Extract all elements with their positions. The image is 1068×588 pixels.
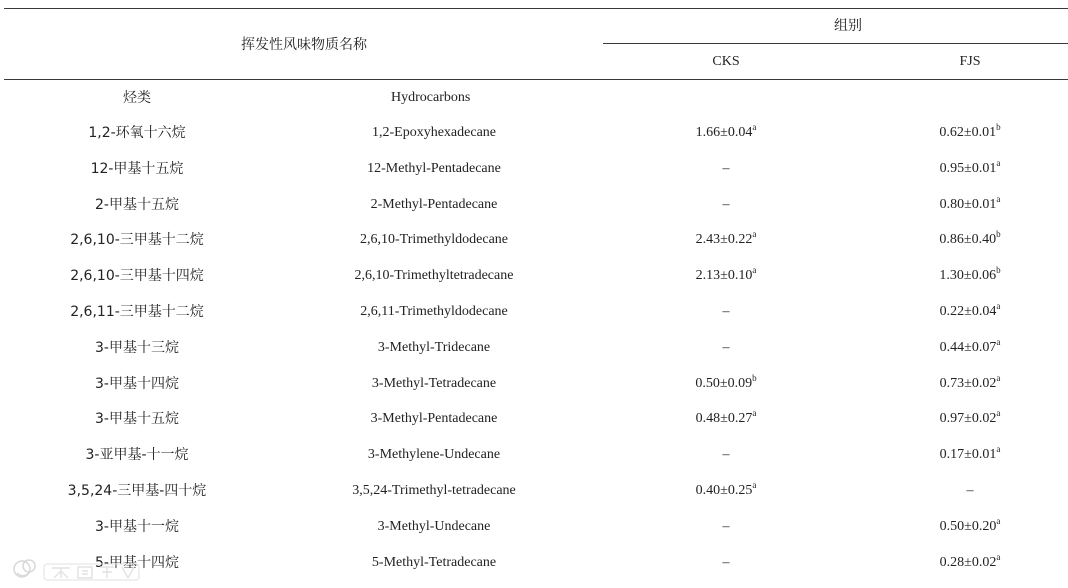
fjs-value — [940, 446, 1001, 464]
cks-value — [696, 231, 757, 249]
fjs-value-text: 1.30±0.06 — [939, 268, 997, 283]
compound-name-zh — [91, 160, 184, 178]
compound-name-en — [378, 518, 491, 536]
compound-name-en-text: 12-Methyl-Pentadecane — [367, 161, 501, 176]
fjs-value-text: 0.95±0.01 — [939, 161, 997, 176]
compound-name-zh-text: 3-亚甲基-十一烷 — [85, 447, 189, 463]
compound-name-zh — [70, 267, 204, 285]
compound-name-en — [352, 482, 516, 500]
fjs-value-significance: a — [996, 158, 1001, 168]
name-column-header: 挥发性风味物质名称 — [241, 37, 367, 53]
fjs-value — [940, 410, 1001, 428]
group-header: 组别 — [834, 18, 862, 34]
cks-value-significance: a — [752, 265, 757, 275]
cks-value-text: 0.50±0.09 — [695, 376, 753, 391]
cks-value — [723, 160, 730, 178]
fjs-value — [940, 196, 1001, 214]
cks-value-text: – — [722, 340, 730, 355]
cks-value-text: 0.40±0.25 — [695, 483, 753, 498]
fjs-value-significance: b — [996, 122, 1001, 132]
compound-name-zh — [68, 482, 207, 500]
cks-value — [723, 446, 730, 464]
fjs-value-significance: b — [996, 265, 1001, 275]
fjs-value-text: 0.73±0.02 — [939, 376, 997, 391]
compound-name-zh — [70, 231, 204, 249]
cks-value — [723, 518, 730, 536]
table-top-rule — [4, 8, 1068, 9]
header-bottom-rule — [4, 79, 1068, 80]
cks-value-text: – — [722, 161, 730, 176]
fjs-value-text: 0.97±0.02 — [939, 411, 997, 426]
compound-name-zh — [95, 410, 179, 428]
compound-name-zh-text: 2,6,10-三甲基十四烷 — [70, 268, 204, 284]
fjs-value-significance: b — [996, 229, 1001, 239]
compound-name-zh-text: 3-甲基十五烷 — [95, 411, 179, 427]
fjs-value-text: 0.86±0.40 — [939, 232, 997, 247]
compound-name-zh — [95, 339, 179, 357]
fjs-value — [940, 518, 1001, 536]
compound-name-zh-text: 5-甲基十四烷 — [95, 555, 179, 571]
compound-name-en-text: 3-Methyl-Pentadecane — [370, 411, 498, 426]
fjs-value-significance: a — [996, 552, 1001, 562]
fjs-value-significance: a — [996, 408, 1001, 418]
cks-value-text: 2.43±0.22 — [695, 232, 753, 247]
fjs-value — [940, 554, 1001, 572]
compound-name-en — [368, 446, 500, 464]
cks-value-text: – — [722, 197, 730, 212]
cks-value — [723, 303, 730, 321]
cks-value-text: 1.66±0.04 — [695, 125, 753, 140]
cks-value-significance: a — [752, 229, 757, 239]
compound-name-zh-text: 12-甲基十五烷 — [90, 161, 184, 177]
fjs-column-header: FJS — [959, 54, 981, 69]
fjs-value — [939, 267, 1000, 285]
fjs-value — [940, 339, 1001, 357]
category-label-en: Hydrocarbons — [391, 90, 471, 105]
compound-name-zh — [95, 375, 179, 393]
compound-name-zh — [70, 303, 204, 321]
cks-value-text: – — [722, 555, 730, 570]
fjs-value — [940, 375, 1001, 393]
cks-value-significance: a — [752, 480, 757, 490]
fjs-value-text: 0.22±0.04 — [939, 304, 997, 319]
compound-name-zh-text: 2-甲基十五烷 — [95, 197, 179, 213]
compound-name-zh — [85, 446, 188, 464]
cks-value-text: 0.48±0.27 — [695, 411, 753, 426]
compound-name-zh — [88, 124, 185, 142]
compound-name-zh-text: 2,6,10-三甲基十二烷 — [70, 232, 204, 248]
compound-name-en — [360, 231, 508, 249]
compound-name-zh-text: 3,5,24-三甲基-四十烷 — [67, 483, 207, 499]
fjs-value — [967, 482, 974, 500]
category-label-zh: 烃类 — [123, 90, 151, 106]
compound-name-en-text: 3,5,24-Trimethyl-tetradecane — [352, 483, 516, 498]
fjs-value-significance: a — [996, 194, 1001, 204]
compound-name-zh-text: 2,6,11-三甲基十二烷 — [70, 304, 204, 320]
cks-value — [695, 375, 756, 393]
compound-name-en-text: 1,2-Epoxyhexadecane — [372, 125, 496, 140]
compound-name-en-text: 2,6,10-Trimethyltetradecane — [354, 268, 514, 283]
fjs-value-text: 0.17±0.01 — [939, 447, 997, 462]
compound-name-en-text: 3-Methyl-Tridecane — [377, 340, 491, 355]
group-header-rule — [603, 43, 1068, 44]
cks-value — [723, 196, 730, 214]
fjs-value-text: – — [966, 483, 974, 498]
cks-value — [696, 482, 757, 500]
compound-name-en-text: 5-Methyl-Tetradecane — [371, 555, 497, 570]
fjs-value — [940, 303, 1001, 321]
fjs-value-text: 0.80±0.01 — [939, 197, 997, 212]
fjs-value — [939, 124, 1000, 142]
compound-name-en-text: 2-Methyl-Pentadecane — [370, 197, 498, 212]
fjs-value — [939, 231, 1000, 249]
cks-value — [696, 124, 757, 142]
cks-value — [696, 267, 757, 285]
compound-name-zh-text: 3-甲基十四烷 — [95, 376, 179, 392]
fjs-value-significance: a — [996, 516, 1001, 526]
fjs-value-text: 0.62±0.01 — [939, 125, 997, 140]
fjs-value-text: 0.44±0.07 — [939, 340, 997, 355]
compound-name-en — [371, 196, 498, 214]
cks-value-text: – — [722, 447, 730, 462]
cks-value-text: 2.13±0.10 — [695, 268, 753, 283]
fjs-value-significance: a — [996, 373, 1001, 383]
compound-name-zh — [95, 518, 179, 536]
compound-name-zh-text: 3-甲基十一烷 — [95, 519, 179, 535]
compound-name-en-text: 3-Methyl-Tetradecane — [371, 376, 497, 391]
fjs-value-text: 0.50±0.20 — [939, 519, 997, 534]
compound-name-zh-text: 1,2-环氧十六烷 — [88, 125, 186, 141]
compound-name-en-text: 2,6,10-Trimethyldodecane — [359, 232, 509, 247]
cks-value-significance: a — [752, 122, 757, 132]
compound-name-en — [372, 375, 496, 393]
compound-name-en — [367, 160, 501, 178]
compound-name-en-text: 3-Methyl-Undecane — [377, 519, 491, 534]
compound-name-en-text: 2,6,11-Trimethyldodecane — [360, 304, 508, 319]
compound-name-en — [355, 267, 514, 285]
fjs-value-significance: a — [996, 444, 1001, 454]
compound-name-zh-text: 3-甲基十三烷 — [95, 340, 179, 356]
compound-name-en — [372, 554, 496, 572]
compound-name-en-text: 3-Methylene-Undecane — [367, 447, 501, 462]
cks-value — [723, 339, 730, 357]
compound-name-en — [378, 339, 490, 357]
cks-value-text: – — [722, 519, 730, 534]
compound-name-en — [372, 124, 496, 142]
cks-value — [723, 554, 730, 572]
cks-value-significance: a — [752, 408, 757, 418]
compound-name-en — [371, 410, 498, 428]
fjs-value-text: 0.28±0.02 — [939, 555, 997, 570]
compound-name-en — [360, 303, 508, 321]
fjs-value — [940, 160, 1001, 178]
fjs-value-significance: a — [996, 337, 1001, 347]
cks-column-header: CKS — [712, 54, 740, 69]
watermark-logo — [8, 556, 158, 586]
cks-value-significance: b — [752, 373, 757, 383]
compound-name-zh — [95, 196, 179, 214]
fjs-value-significance: a — [996, 301, 1001, 311]
cks-value-text: – — [722, 304, 730, 319]
cks-value — [696, 410, 757, 428]
